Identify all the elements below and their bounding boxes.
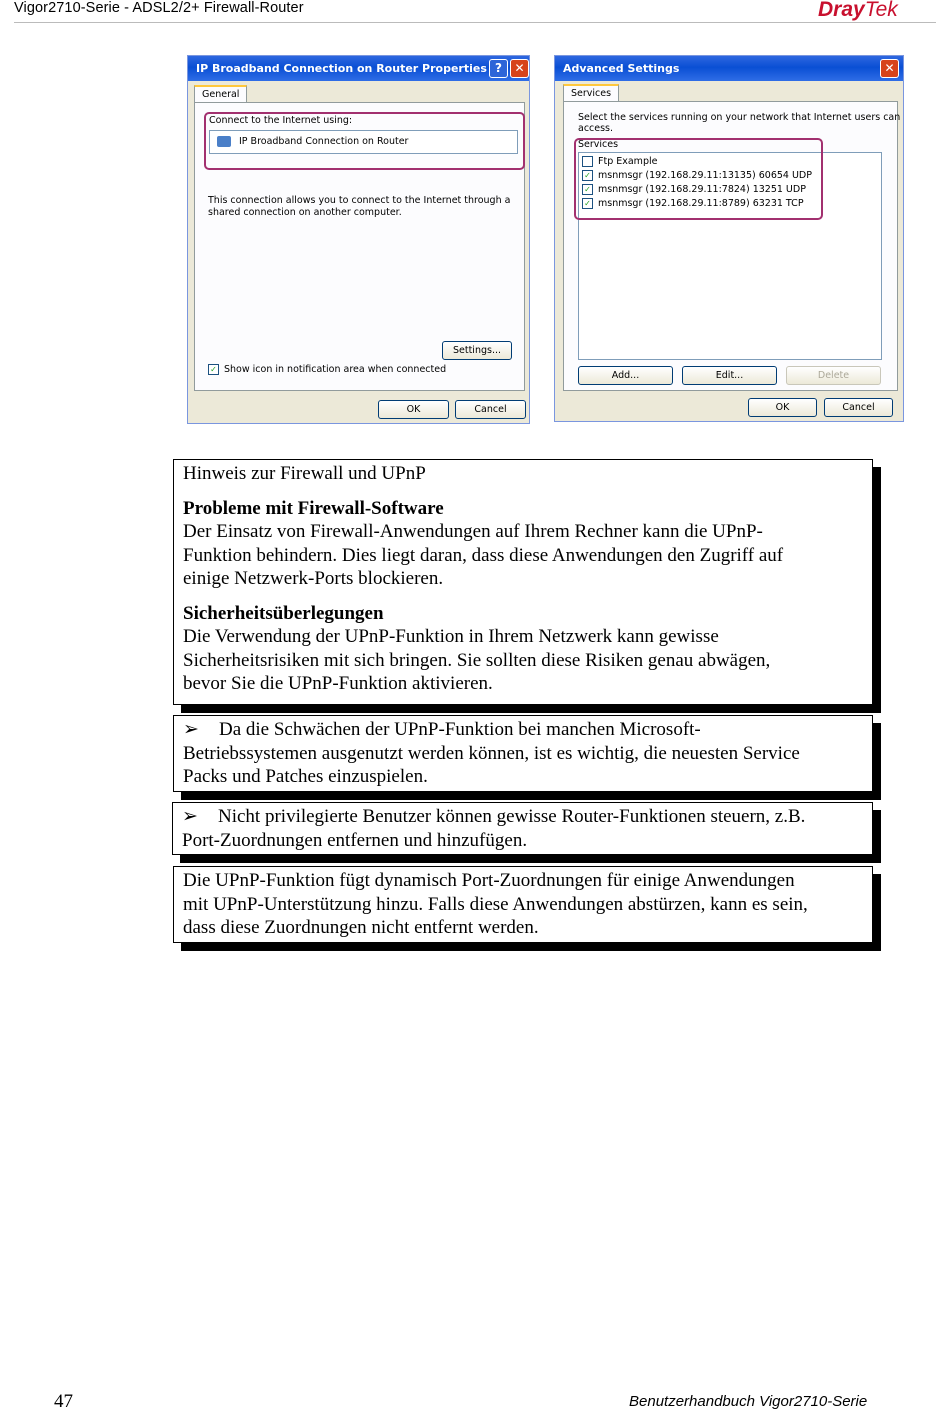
services-panel [563, 101, 901, 391]
unprivileged-users-note [172, 802, 873, 855]
note-text: Port-Zuordnungen entfernen und hinzufügen. [182, 829, 528, 851]
service-item[interactable]: ✓ msnmsgr (192.168.29.11:7824) 13251 UDP [582, 184, 806, 195]
note-text: Betriebssystemen ausgenutzt werden können, ist es wichtig, die neuesten Service [183, 742, 800, 764]
intro-line-1: Select the services running on your network that Internet users can [578, 112, 901, 123]
dialog-title: IP Broadband Connection on Router Properties [196, 62, 487, 75]
ok-button[interactable]: OK [378, 400, 449, 419]
dialog-titlebar [188, 56, 529, 81]
service-item[interactable]: ✓ msnmsgr (192.168.29.11:13135) 60654 UDP [582, 170, 812, 181]
connection-field [209, 130, 518, 154]
close-icon[interactable]: ✕ [510, 59, 529, 78]
add-button[interactable]: Add... [578, 366, 673, 385]
help-icon[interactable]: ? [489, 59, 508, 78]
description-line-2: shared connection on another computer. [208, 207, 402, 218]
service-checkbox[interactable]: ✓ [582, 184, 593, 195]
close-icon[interactable]: ✕ [880, 59, 899, 78]
manual-title: Benutzerhandbuch Vigor2710-Serie [629, 1393, 868, 1410]
dialog-titlebar [555, 56, 903, 81]
note-text: bevor Sie die UPnP-Funktion aktivieren. [183, 673, 493, 694]
tab-general[interactable]: General [194, 85, 247, 102]
ok-button[interactable]: OK [748, 398, 817, 417]
service-item[interactable]: Ftp Example [582, 156, 657, 167]
note-text: ➢ Nicht privilegierte Benutzer können gewisse Router-Funktionen steuern, z.B. [182, 806, 806, 827]
note-text: Sicherheitsrisiken mit sich bringen. Sie sollten diese Risiken genau abwägen, [183, 649, 771, 671]
running-header-title: Vigor2710-Serie - ADSL2/2+ Firewall-Router [14, 0, 304, 16]
note-heading: Hinweis zur Firewall und UPnP [183, 463, 426, 484]
note-subheading-firewall: Probleme mit Firewall-Software [183, 497, 444, 519]
show-icon-label: Show icon in notification area when connected [224, 364, 447, 375]
note-text: Die Verwendung der UPnP-Funktion in Ihrem Netzwerk kann gewisse [183, 626, 719, 647]
firewall-upnp-note [173, 459, 873, 705]
note-text: Packs und Patches einzuspielen. [183, 766, 428, 787]
description-line-1: This connection allows you to connect to the Internet through a [208, 195, 511, 206]
arrow-bullet-icon: ➢ [183, 719, 199, 740]
note-text: dass diese Zuordnungen nicht entfernt werden. [183, 917, 539, 938]
note-text: einige Netzwerk-Ports blockieren. [183, 568, 444, 589]
note-text: mit UPnP-Unterstützung hinzu. Falls diese Anwendungen abstürzen, kann es sein, [183, 893, 808, 915]
note-text: Funktion behindern. Dies liegt daran, dass diese Anwendungen den Zugriff auf [183, 544, 784, 566]
delete-button: Delete [786, 366, 881, 385]
general-panel [194, 102, 525, 391]
edit-button[interactable]: Edit... [682, 366, 777, 385]
note-text: Die UPnP-Funktion fügt dynamisch Port-Zuordnungen für einige Anwendungen [183, 870, 795, 891]
network-connection-icon [217, 136, 231, 147]
service-checkbox[interactable]: ✓ [582, 170, 593, 181]
dialog-title: Advanced Settings [563, 62, 680, 75]
note-subheading-security: Sicherheitsüberlegungen [183, 602, 384, 624]
tab-services[interactable]: Services [563, 84, 619, 101]
advanced-settings-dialog [554, 55, 904, 422]
services-label: Services [578, 139, 619, 150]
cancel-button[interactable]: Cancel [455, 400, 526, 419]
arrow-bullet-icon: ➢ [182, 806, 198, 827]
settings-button[interactable]: Settings... [442, 341, 512, 360]
connect-label: Connect to the Internet using: [209, 115, 353, 126]
port-mapping-note [173, 866, 873, 943]
header-divider [14, 22, 936, 23]
page-number: 47 [54, 1391, 73, 1412]
connection-name: IP Broadband Connection on Router [239, 136, 409, 147]
note-text: ➢ Da die Schwächen der UPnP-Funktion bei manchen Microsoft- [183, 719, 701, 740]
intro-line-2: access. [578, 123, 614, 134]
services-highlight [574, 138, 823, 220]
service-checkbox[interactable]: ✓ [582, 198, 593, 209]
cancel-button[interactable]: Cancel [824, 398, 893, 417]
note-text: Der Einsatz von Firewall-Anwendungen auf Ihrem Rechner kann die UPnP- [183, 521, 763, 542]
microsoft-weakness-note [173, 715, 873, 792]
draytek-logo: DrayTek [818, 0, 898, 21]
service-item[interactable]: ✓ msnmsgr (192.168.29.11:8789) 63231 TCP [582, 198, 804, 209]
show-icon-checkbox[interactable]: ✓ [208, 364, 219, 375]
connection-properties-dialog [187, 55, 530, 424]
show-icon-option[interactable] [208, 364, 446, 375]
